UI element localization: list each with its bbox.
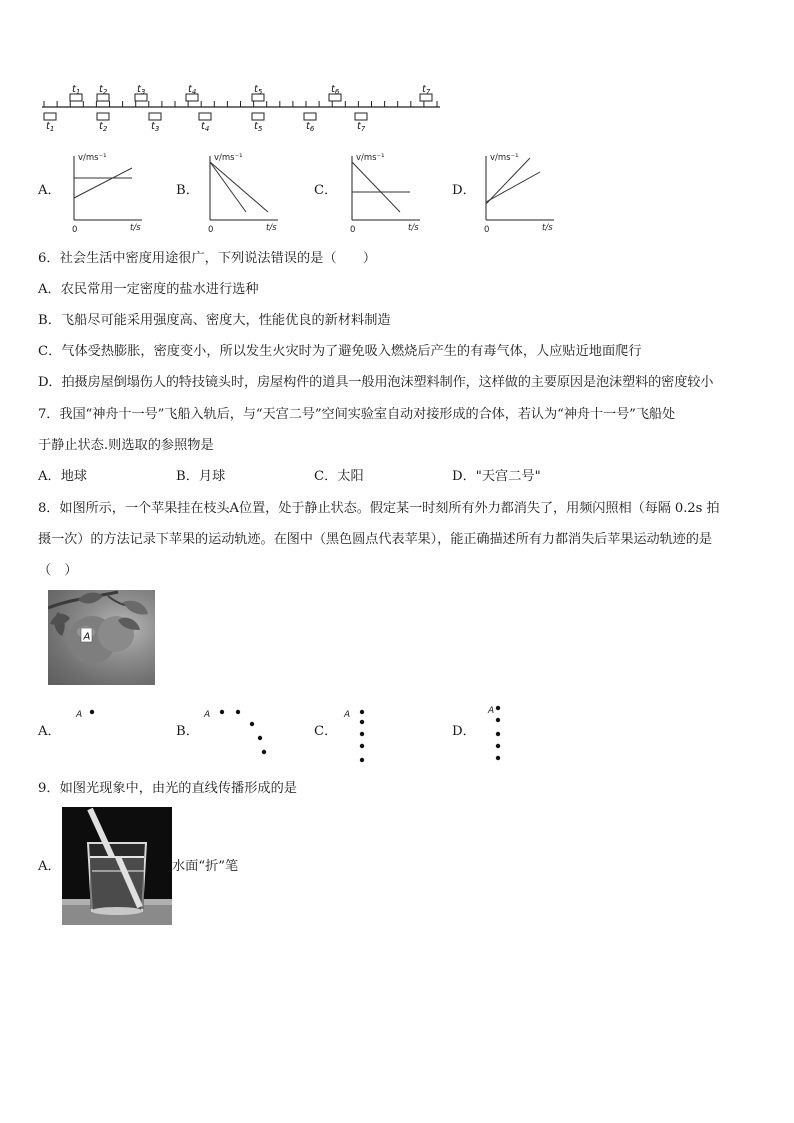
- q8-option-label: C．: [314, 724, 338, 739]
- timeline-top-label: $t_7$: [422, 84, 431, 96]
- pencil-glass-drawing: [62, 807, 172, 925]
- q5-option-label: A．: [38, 183, 61, 198]
- velocity-line: [210, 162, 246, 212]
- trajectory-diagram: [482, 702, 554, 768]
- apple-dot: [258, 736, 262, 740]
- apple-dot: [496, 718, 500, 722]
- apple-dot: [236, 710, 240, 714]
- timeline-bottom-label: $t_3$: [151, 121, 160, 132]
- q5-option-label: D．: [452, 183, 476, 198]
- pencil-in-water-photo: [62, 807, 172, 925]
- timeline-top-label: $t_3$: [137, 84, 146, 96]
- start-point-label: A: [76, 710, 83, 720]
- timeline-bottom-box: [355, 113, 367, 120]
- trajectory-diagram: [200, 702, 272, 768]
- apple-dot: [220, 710, 224, 714]
- timeline-bottom-label: $t_5$: [254, 121, 263, 132]
- q9-stem: 9．如图光现象中，由光的直线传播形成的是: [38, 781, 297, 796]
- velocity-time-graph: [62, 150, 152, 238]
- apple-photo-drawing: [48, 590, 155, 685]
- origin-label: 0: [484, 225, 490, 235]
- timeline-top-label: $t_4$: [188, 84, 197, 96]
- q7-stem-line1: 7．我国“神舟十一号”飞船入轨后，与“天宫二号”空间实验室自动对接形成的合体，若认为“神舟十一号”飞船处: [38, 407, 676, 422]
- timeline-bottom-box: [149, 113, 161, 120]
- origin-label: 0: [72, 225, 78, 235]
- velocity-time-graph: [474, 150, 564, 238]
- apple-dot: [496, 756, 500, 760]
- trajectory-diagram: [340, 702, 412, 768]
- q9-option-a-label: A．: [38, 859, 61, 874]
- timeline-top-label: $t_2$: [99, 84, 108, 96]
- timeline-bottom-label: $t_4$: [201, 121, 210, 132]
- q6-option-b: B．飞船尽可能采用强度高、密度大，性能优良的新材料制造: [38, 313, 391, 328]
- q5-option-label: C．: [314, 183, 338, 198]
- q6-option-c: C．气体受热膨胀，密度变小，所以发生火灾时为了避免吸入燃烧后产生的有毒气体，人应贴近地面爬行: [38, 344, 642, 359]
- q5-option-label: B．: [176, 183, 199, 198]
- timeline-bottom-label: $t_6$: [306, 121, 315, 132]
- q7-option-a: A．地球: [38, 469, 88, 484]
- timeline-bottom-label: $t_2$: [99, 121, 108, 132]
- q7-option-b: B．月球: [176, 469, 226, 484]
- x-axis-label: t/s: [408, 223, 419, 233]
- timeline-top-label: $t_6$: [331, 84, 340, 96]
- origin-label: 0: [350, 225, 356, 235]
- q7-stem-line2: 于静止状态.则选取的参照物是: [38, 438, 214, 453]
- timeline-bottom-box: [97, 113, 109, 120]
- y-axis-label: v/ms⁻¹: [490, 153, 519, 163]
- apple-dot: [360, 710, 364, 714]
- start-point-label: A: [204, 710, 211, 720]
- velocity-line: [352, 162, 400, 212]
- apple-on-branch-photo: [48, 590, 155, 685]
- timeline-bottom-box: [44, 113, 56, 120]
- velocity-time-graph: [340, 150, 430, 238]
- q6-stem: 6．社会生活中密度用途很广，下列说法错误的是（ ）: [38, 251, 377, 266]
- velocity-time-graph: [198, 150, 288, 238]
- timeline-top-label: $t_5$: [254, 84, 263, 96]
- timeline-bottom-box: [199, 113, 211, 120]
- apple-dot: [360, 758, 364, 762]
- apple-dot: [262, 750, 266, 754]
- timeline-top-label: $t_1$: [72, 84, 81, 96]
- origin-label: 0: [208, 225, 214, 235]
- start-point-label: A: [488, 706, 495, 716]
- q6-option-a: A．农民常用一定密度的盐水进行选种: [38, 282, 259, 297]
- start-point-label: A: [344, 710, 351, 720]
- apple-dot: [360, 720, 364, 724]
- timeline-bottom-box: [252, 113, 264, 120]
- x-axis-label: t/s: [542, 223, 553, 233]
- timeline-bottom-label: $t_1$: [46, 121, 55, 132]
- q7-option-c: C．太阳: [314, 469, 364, 484]
- q8-stem-line3: （ ）: [38, 563, 78, 578]
- apple-dot: [496, 744, 500, 748]
- apple-dot: [496, 732, 500, 736]
- apple-dot: [360, 744, 364, 748]
- apple-dot: [250, 722, 254, 726]
- velocity-line: [210, 162, 268, 212]
- trajectory-diagram: [72, 702, 144, 768]
- q9-option-a-caption: 水面“折”笔: [172, 859, 239, 874]
- x-axis-label: t/s: [130, 223, 141, 233]
- velocity-line: [486, 172, 540, 202]
- timeline-bottom-label: $t_7$: [357, 121, 366, 132]
- apple-photo-label: A: [83, 631, 91, 643]
- q8-option-label: B．: [176, 724, 199, 739]
- apple-dot: [360, 732, 364, 736]
- q7-option-d: D．"天宫二号": [452, 469, 541, 484]
- y-axis-label: v/ms⁻¹: [214, 153, 243, 163]
- q8-stem-line2: 摄一次）的方法记录下苹果的运动轨迹。在图中（黑色圆点代表苹果），能正确描述所有力都消失后苹果运动轨迹的是: [38, 532, 712, 547]
- y-axis-label: v/ms⁻¹: [356, 153, 385, 163]
- apple-dot: [496, 706, 500, 710]
- x-axis-label: t/s: [266, 223, 277, 233]
- q8-stem-line1: 8．如图所示，一个苹果挂在枝头A位置，处于静止状态。假定某一时刻所有外力都消失了，用频闪照相（每隔 0.2s 拍: [38, 501, 720, 516]
- y-axis-label: v/ms⁻¹: [78, 153, 107, 163]
- q6-option-d: D．拍摄房屋倒塌伤人的特技镜头时，房屋构件的道具一般用泡沫塑料制作，这样做的主要原因是泡沫塑料的密度较小: [38, 375, 714, 390]
- timeline-bottom-box: [304, 113, 316, 120]
- timeline-figure: [38, 82, 448, 132]
- q8-option-label: A．: [38, 724, 61, 739]
- apple-dot: [90, 710, 94, 714]
- velocity-line: [74, 168, 132, 198]
- q8-option-label: D．: [452, 724, 476, 739]
